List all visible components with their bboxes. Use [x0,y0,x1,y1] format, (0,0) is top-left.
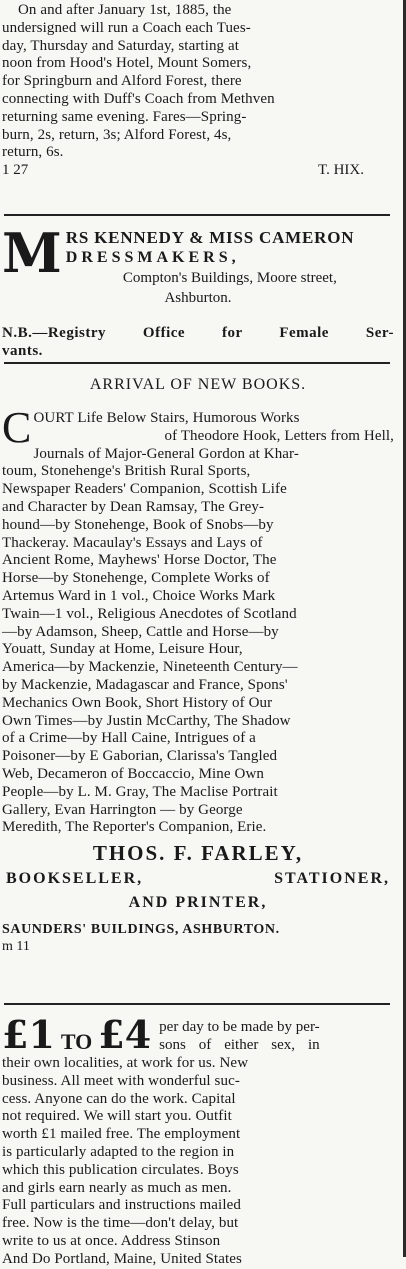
books-first-line: OURT Life Below Stairs, Humorous Works [33,410,300,426]
dressmakers-advertisement [2,221,394,360]
note-label: N.B. [2,325,33,341]
books-heading: ARRIVAL OF NEW BOOKS. [89,376,307,393]
work-line: their own localities, at work for us. New [2,1055,249,1071]
dressmakers-town: Ashburton. [164,290,232,306]
amount-low: £1 [2,1012,55,1057]
books-line: People—by L. M. Gray, The Maclise Portrait [2,783,278,800]
amount-high: £4 [98,1012,152,1057]
coach-line: undersigned will run a Coach each Tues- [2,19,251,36]
work-lead-line: sons of either sex, in [159,1037,320,1054]
dropcap-m: M [2,221,62,285]
coach-code: 1 27 [2,162,29,179]
books-line: Newspaper Readers' Companion, Scottish Life [2,481,287,498]
work-line: And Do Portland, Maine, United States [2,1250,242,1267]
dressmakers-address: Compton's Buildings, Moore street, [122,270,337,286]
seller-trades [2,867,394,891]
coach-line: noon from Hood's Hotel, Mount Somers, [2,55,252,72]
books-line: Poisoner—by E Gaborian, Clarissa's Tangled [2,748,278,765]
dressmakers-note-end [2,342,394,360]
work-lead [2,1012,394,1057]
books-line: Journals of Major-General Gordon at Khar- [33,445,299,462]
seller-address: SAUNDERS' BUILDINGS, ASHBURTON. [2,922,280,938]
books-line: of a Crime—by Hall Caine, Intrigues of a [2,730,256,747]
books-line: hound—by Stonehenge, Book of Snobs—by [2,516,274,533]
coach-line: On and after January 1st, 1885, the [18,2,232,18]
books-line: and Character by Dean Ramsay, The Grey- [2,498,265,515]
work-line: which this publication circulates. Boys [2,1161,239,1178]
work-lead-line: per day to be made by per- [159,1019,320,1036]
work-line: Full particulars and instructions mailed [2,1197,241,1214]
coach-advertisement [2,2,394,180]
note-text: —Registry Office for Female Ser- [32,325,394,341]
books-line: Own Times—by Justin McCarthy, The Shadow [2,712,291,729]
work-line: not required. We will start you. Outfit [2,1108,232,1125]
books-line: —by Adamson, Sheep, Cattle and Horse—by [2,623,279,640]
books-line: by Mackenzie, Madagascar and France, Spons' [2,676,288,693]
work-lead-text [159,1019,319,1055]
work-advertisement [2,1012,394,1269]
divider [4,362,390,364]
books-advertisement [2,374,394,955]
books-line: Horse—by Stonehenge, Complete Works of [2,570,270,587]
note-end: vants. [2,343,43,359]
coach-footer [2,162,394,180]
dressmakers-heading: RS KENNEDY & MISS CAMERON [65,228,355,247]
dropcap-c: C [2,403,32,452]
work-line: cess. Anyone can do the work. Capital [2,1090,236,1107]
divider [4,1003,390,1005]
books-line: Artemus Ward in 1 vol., Choice Works Mark [2,587,276,604]
to-word: TO [60,1029,93,1054]
books-code: m 11 [2,939,30,955]
work-line: and girls earn nearly as much as men. [2,1179,232,1196]
books-line: of Theodore Hook, Letters from Hell, [164,427,394,444]
seller-trade: AND PRINTER, [128,894,268,912]
books-line: America—by Mackenzie, Nineteenth Century— [2,659,298,676]
dressmakers-subheading: DRESSMAKERS, [65,249,240,266]
work-line: write to us at once. Address Stinson [2,1232,221,1249]
work-line: business. All meet with wonderful suc- [2,1072,240,1089]
books-line: Web, Decameron of Boccaccio, Mine Own [2,765,264,782]
books-line: Gallery, Evan Harrington — by George [2,801,243,818]
dressmakers-note [2,324,394,342]
seller-name: THOS. F. FARLEY, [92,841,304,866]
books-line: Mechanics Own Book, Short History of Our [2,694,273,711]
work-line: free. Now is the time—don't delay, but [2,1215,239,1232]
books-line: Thackeray. Macaulay's Essays and Lays of [2,534,263,551]
books-line: Ancient Rome, Mayhews' Horse Doctor, The [2,552,277,569]
divider [4,214,390,216]
coach-line: day, Thursday and Saturday, starting at [2,37,240,54]
coach-line: return, 6s. [2,144,64,161]
books-line: Twain—1 vol., Religious Anecdotes of Scotland [2,605,297,622]
books-line: Meredith, The Reporter's Companion, Erie. [2,819,267,836]
work-line: is particularly adapted to the region in [2,1143,235,1160]
coach-line: connecting with Duff's Coach from Methven [2,90,275,107]
books-line: toum, Stonehenge's British Rural Sports, [2,463,251,480]
coach-signature: T. HIX. [318,162,364,179]
work-line: worth £1 mailed free. The employment [2,1126,241,1143]
coach-line: burn, 2s, return, 3s; Alford Forest, 4s, [2,126,232,143]
seller-trade: BOOKSELLER, [6,870,144,888]
seller-trade: STATIONER, [274,870,390,888]
coach-line: for Springburn and Alford Forest, there [2,73,242,90]
books-line: Youatt, Sunday at Home, Leisure Hour, [2,641,243,658]
coach-line: returning same evening. Fares—Spring- [2,108,247,125]
